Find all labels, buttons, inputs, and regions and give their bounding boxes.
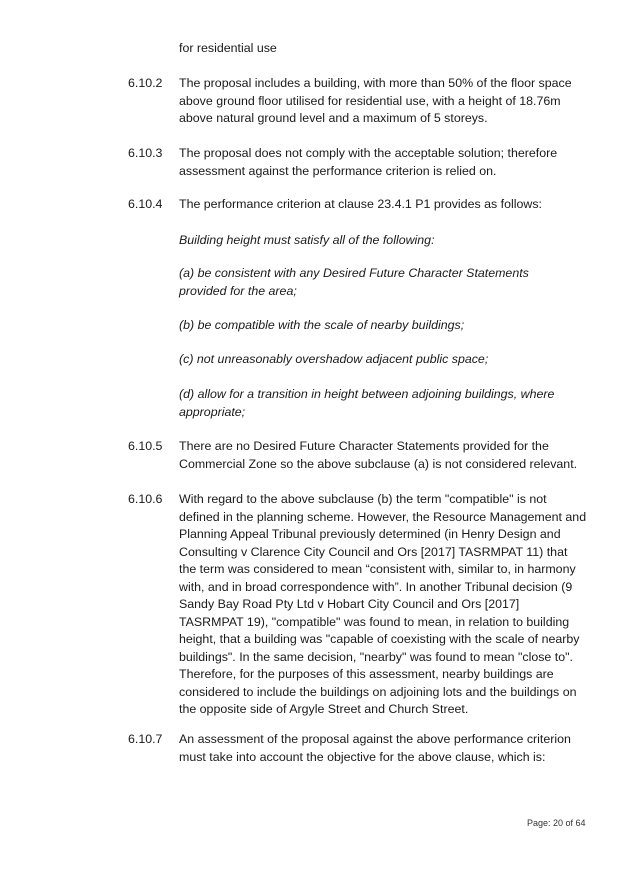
paragraph-line: must take into account the objective for the above clause, which is: bbox=[179, 749, 546, 764]
paragraph-line: Commercial Zone so the above subclause (a) is not considered relevant. bbox=[179, 456, 578, 471]
section-number: 6.10.6 bbox=[128, 492, 163, 506]
paragraph-line: With regard to the above subclause (b) the term "compatible" is not bbox=[179, 492, 547, 506]
paragraph-line: Sandy Bay Road Pty Ltd v Hobart City Council and Ors [2017] bbox=[179, 597, 520, 611]
paragraph-line: the opposite side of Argyle Street and Church Street. bbox=[179, 702, 469, 716]
paragraph-line: with, and in broad correspondence with”. In another Tribunal decision (9 bbox=[179, 579, 573, 594]
paragraph-line: TASRMPAT 19), "compatible" was found to mean, in relation to building bbox=[179, 614, 570, 629]
quote-item-line: (a) be consistent with any Desired Future Character Statements bbox=[179, 266, 529, 280]
section-number: 6.10.5 bbox=[128, 439, 163, 453]
paragraph-line: above natural ground level and a maximum of 5 storeys. bbox=[179, 111, 488, 125]
paragraph-line: An assessment of the proposal against the above performance criterion bbox=[179, 732, 571, 746]
quote-item-line: (c) not unreasonably overshadow adjacent public space; bbox=[179, 352, 489, 366]
quote-item-line: (d) allow for a transition in height between adjoining buildings, where bbox=[179, 387, 555, 401]
paragraph-line: above ground floor utilised for residential use, with a height of 18.76m bbox=[179, 93, 561, 108]
paragraph-line: The performance criterion at clause 23.4.1 P1 provides as follows: bbox=[179, 197, 542, 211]
paragraph-line: height, that a building was "capable of coexisting with the scale of nearby bbox=[179, 632, 580, 646]
paragraph-line: Consulting v Clarence City Council and Ors [2017] TASRMPAT 11) that bbox=[179, 544, 568, 559]
quote-item-line: (b) be compatible with the scale of nearby buildings; bbox=[179, 318, 465, 332]
paragraph-line: Therefore, for the purposes of this assessment, nearby buildings are bbox=[179, 667, 554, 681]
section-number: 6.10.4 bbox=[128, 197, 163, 211]
paragraph-line: The proposal does not comply with the acceptable solution; therefore bbox=[179, 146, 558, 160]
paragraph-line: buildings". In the same decision, "nearby" was found to mean "close to". bbox=[179, 649, 573, 664]
paragraph-line: defined in the planning scheme. However, the Resource Management and bbox=[179, 509, 587, 524]
paragraph-line: There are no Desired Future Character Statements provided for the bbox=[179, 439, 549, 453]
paragraph-line: Planning Appeal Tribunal previously determined (in Henry Design and bbox=[179, 527, 561, 541]
paragraph-line: considered to include the buildings on adjoining lots and the buildings on bbox=[179, 684, 577, 699]
quote-intro: Building height must satisfy all of the following: bbox=[179, 233, 435, 247]
page-footer: Page: 20 of 64 bbox=[527, 818, 586, 828]
section-number: 6.10.2 bbox=[128, 76, 163, 90]
paragraph-line: The proposal includes a building, with more than 50% of the floor space bbox=[179, 76, 572, 90]
section-number: 6.10.3 bbox=[128, 146, 163, 160]
paragraph-line: assessment against the performance criterion is relied on. bbox=[179, 163, 497, 178]
quote-item-line: appropriate; bbox=[179, 404, 246, 419]
quote-item-line: provided for the area; bbox=[179, 283, 297, 298]
continuation-text: for residential use bbox=[179, 41, 277, 55]
paragraph-line: the term was considered to mean “consistent with, similar to, in harmony bbox=[179, 562, 576, 576]
section-number: 6.10.7 bbox=[128, 732, 163, 746]
